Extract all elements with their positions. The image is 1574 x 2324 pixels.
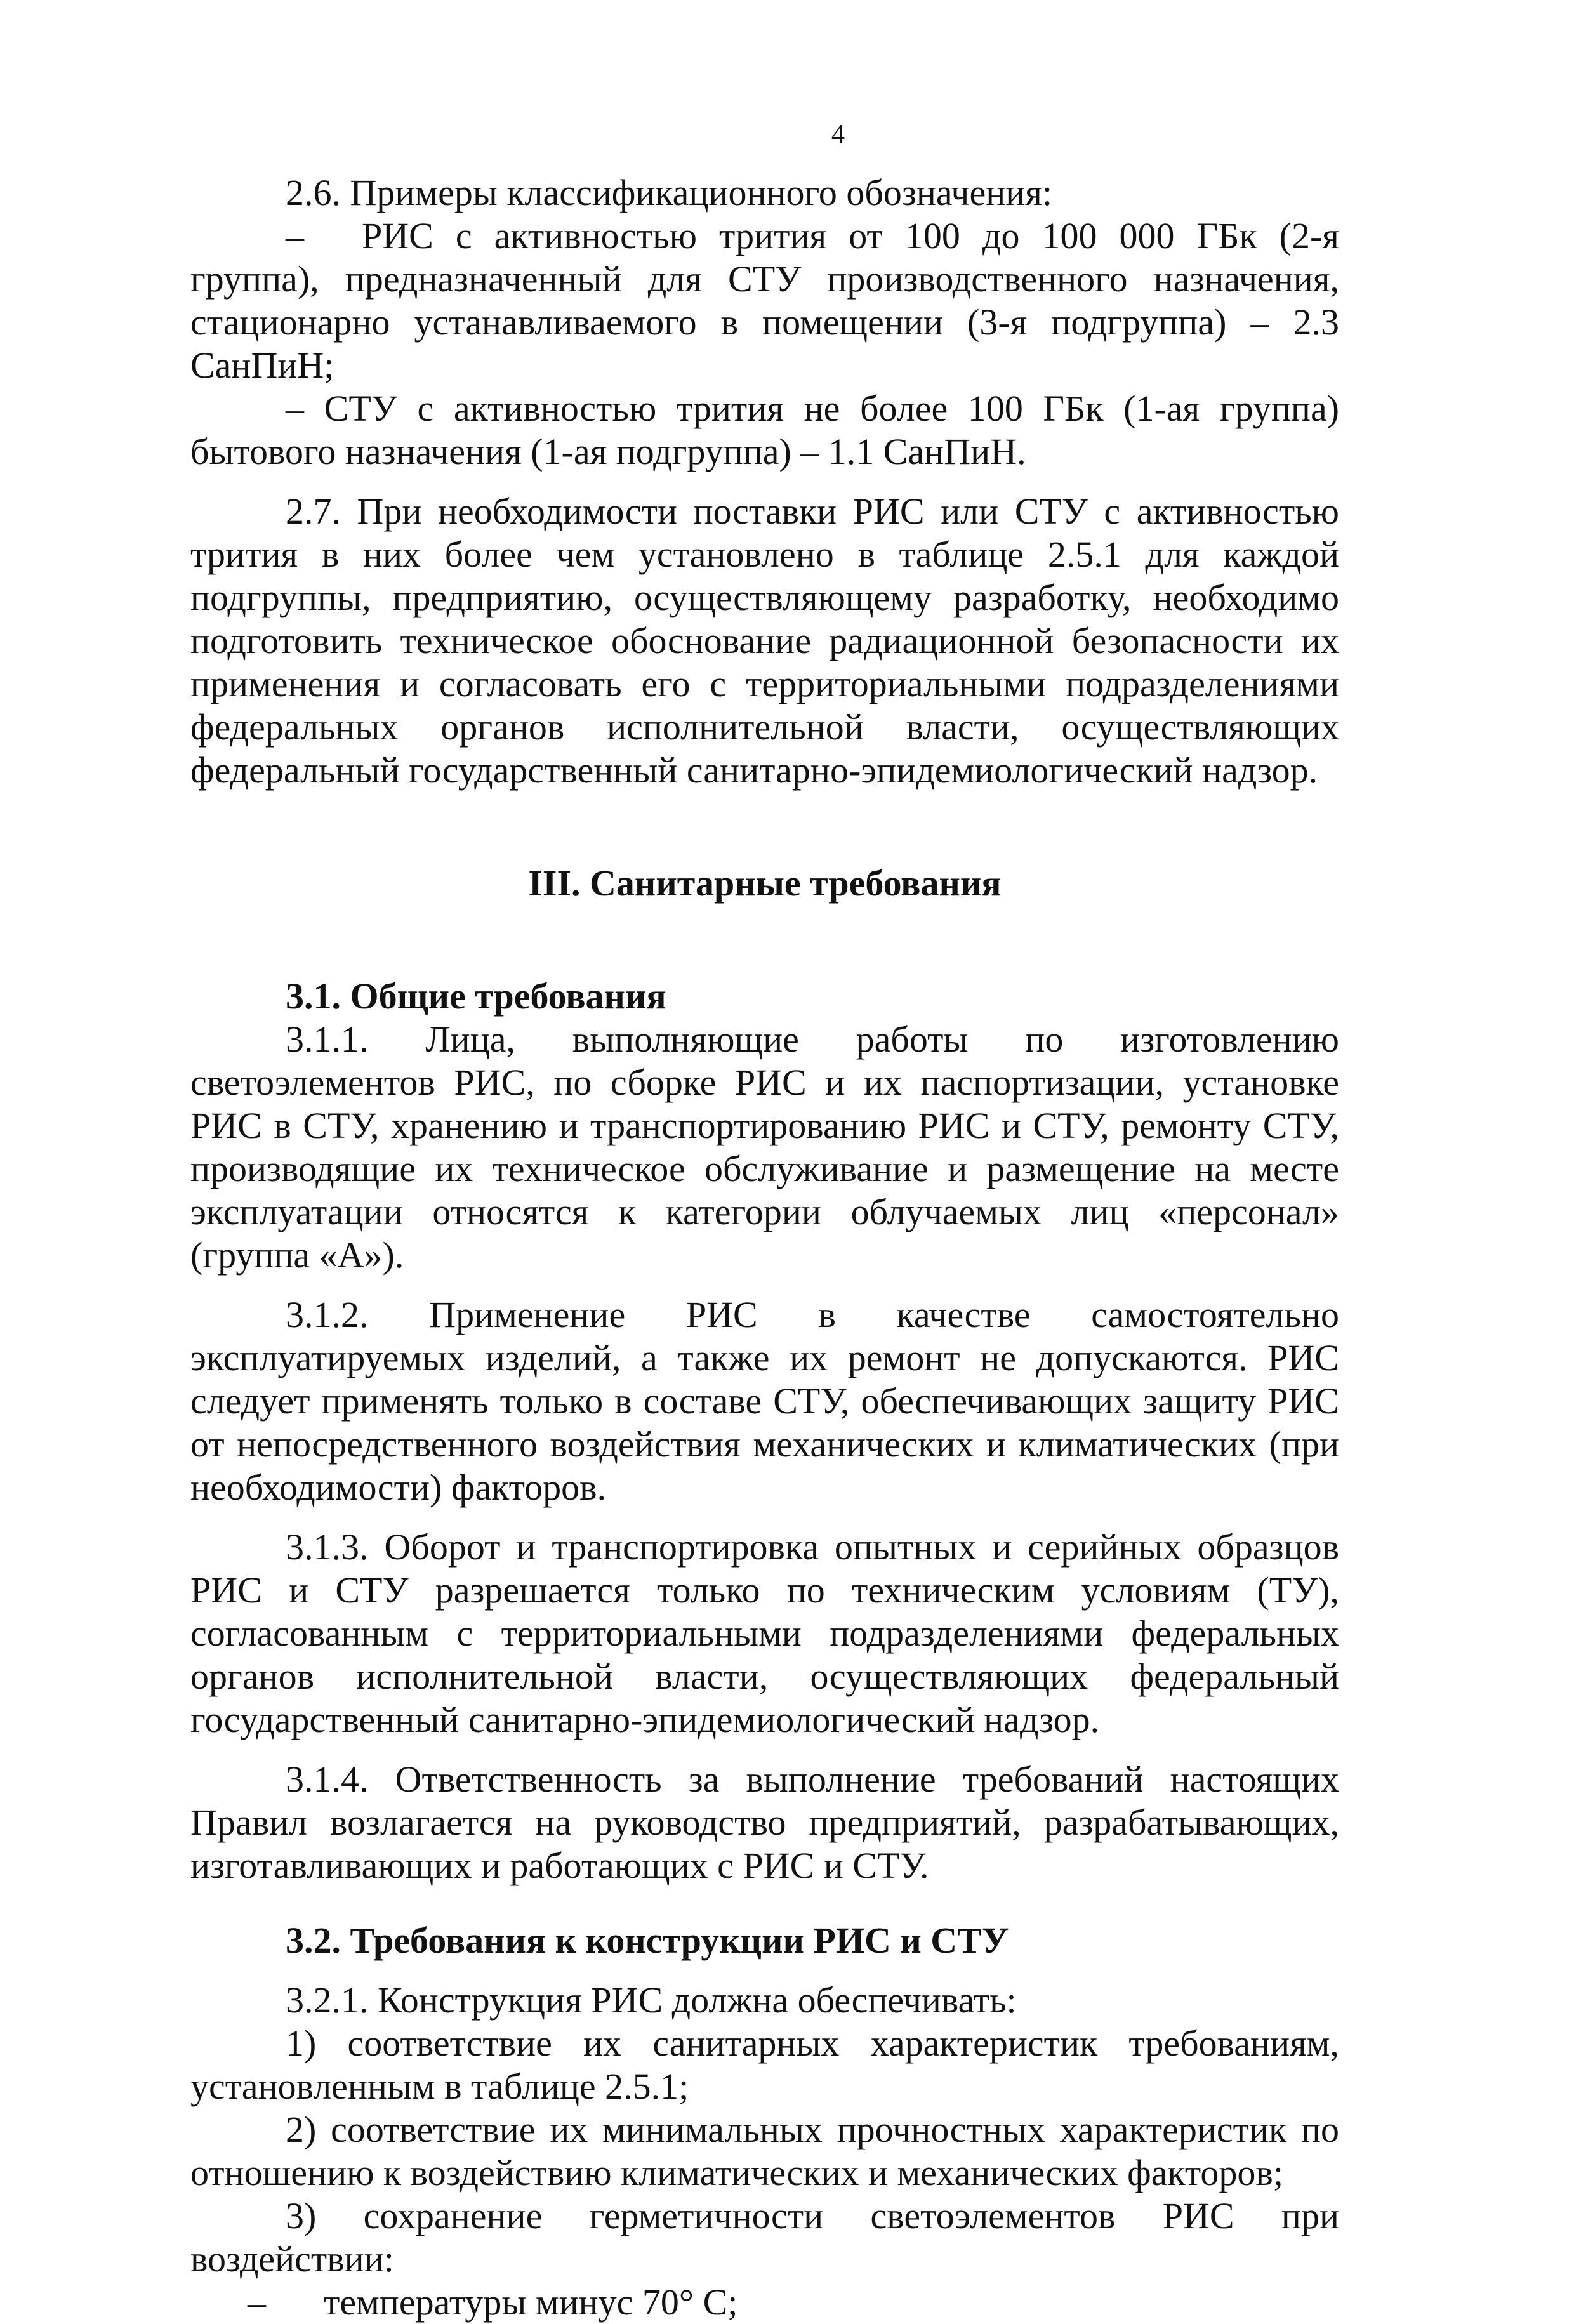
- section-2-6-item-2-text: СТУ с активностью трития не более 100 ГБк (1-ая группа) бытового назначения (1-ая подгруппа) – 1.1 СанПиН.: [190, 388, 1340, 472]
- section-3-1-2: 3.1.2. Применение РИС в качестве самостоятельно эксплуатируемых изделий, а также их ремонт не допускаются. РИС следует применять только в составе СТУ, обеспечивающих защиту РИС от непосредственного воздействия механических и климатических (при необходимости) факторов.: [190, 1294, 1339, 1508]
- dash-mark: –: [248, 2281, 266, 2323]
- section-3-2-1-item-2: 2) соответствие их минимальных прочностных характеристик по отношению к воздействию климатических и механических факторов;: [190, 2109, 1339, 2193]
- section-3-2-1: 3.2.1. Конструкция РИС должна обеспечивать:: [286, 1979, 1017, 2021]
- chapter-3-title: III. Санитарные требования: [528, 862, 1002, 904]
- dash-mark: –: [286, 215, 304, 256]
- section-2-6-item-2: [190, 387, 1339, 473]
- section-2-7: 2.7. При необходимости поставки РИС или СТУ с активностью трития в них более чем установлено в таблице 2.5.1 для каждой подгруппы, предприятию, осуществляющему разработку, необходимо подготовить техническое обоснование радиационной безопасности их применения и согласовать его с территориальными подразделениями федеральных органов исполнительной власти, осуществляющих федеральный государственный санитарно-эпидемиологический надзор.: [190, 491, 1339, 791]
- dash-mark: –: [286, 388, 304, 429]
- section-2-6-title: 2.6. Примеры классификационного обозначения:: [286, 172, 1053, 213]
- section-3-2-1-item-3-a: [190, 2281, 1339, 2324]
- section-3-1-title: 3.1. Общие требования: [286, 975, 666, 1017]
- section-3-2-1-item-1: 1) соответствие их санитарных характеристик требованиям, установленным в таблице 2.5.1;: [190, 2023, 1339, 2107]
- section-3-1-1: 3.1.1. Лица, выполняющие работы по изготовлению светоэлементов РИС, по сборке РИС и их паспортизации, установке РИС в СТУ, хранению и транспортированию РИС и СТУ, ремонту СТУ, производящие их техническое обслуживание и размещение на месте эксплуатации относятся к категории облучаемых лиц «персонал» (группа «А»).: [190, 1019, 1339, 1276]
- section-2-6-item-1-text: РИС с активностью трития от 100 до 100 000 ГБк (2-я группа), предназначенный для СТУ производственного назначения, стационарно устанавливаемого в помещении (3-я подгруппа) – 2.3 СанПиН;: [190, 215, 1339, 386]
- section-3-1-3: 3.1.3. Оборот и транспортировка опытных и серийных образцов РИС и СТУ разрешается только по техническим условиям (ТУ), согласованным с территориальными подразделениями федеральных органов исполнительной власти, осуществляющих федеральный государственный санитарно-эпидемиологический надзор.: [190, 1526, 1339, 1740]
- section-3-2-title: 3.2. Требования к конструкции РИС и СТУ: [286, 1920, 1009, 1961]
- section-3-2-1-item-3: 3) сохранение герметичности светоэлементов РИС при воздействии:: [190, 2195, 1339, 2280]
- document-body: [190, 171, 1339, 2324]
- section-3-2-1-item-3-a-text: температуры минус 70° С;: [324, 2281, 738, 2323]
- page-number: 4: [831, 120, 845, 149]
- section-2-6-item-1: [190, 215, 1339, 387]
- section-3-1-4: 3.1.4. Ответственность за выполнение требований настоящих Правил возлагается на руководство предприятий, разрабатывающих, изготавливающих и работающих с РИС и СТУ.: [190, 1759, 1339, 1886]
